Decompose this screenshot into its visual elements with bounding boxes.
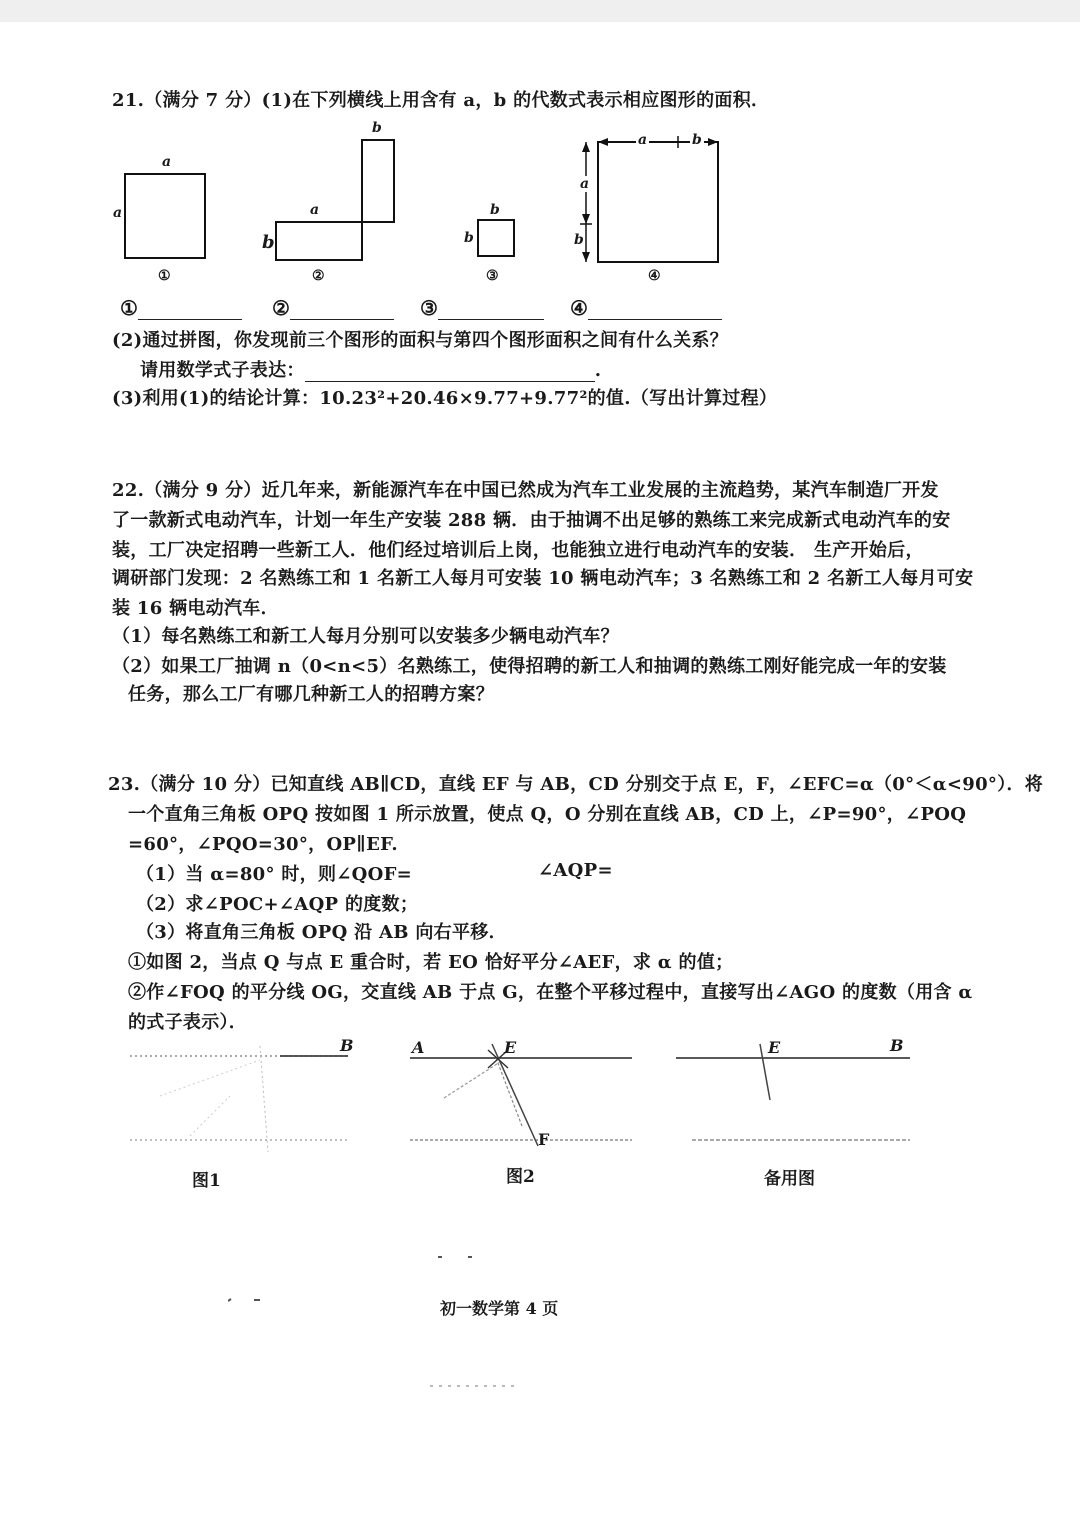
- answer-blank-4[interactable]: [588, 301, 722, 320]
- q21-answer-2: [272, 296, 394, 320]
- fig2-label-b-top: b: [372, 120, 382, 136]
- q23-part1-left: （1）当 α=80° 时，则∠QOF=: [136, 864, 413, 885]
- top-bar: [0, 0, 1080, 22]
- q21-part2: (2)通过拼图，你发现前三个图形的面积与第四个图形面积之间有什么关系？: [112, 330, 729, 351]
- fig2-label-a: a: [310, 202, 320, 218]
- fig1-label-top: a: [162, 154, 172, 170]
- fig4-label-a-left: a: [580, 176, 590, 192]
- q23-part3a: ①如图 2，当点 Q 与点 E 重合时，若 EO 恰好平分∠AEF，求 α 的值；: [128, 952, 734, 973]
- q21-answer-1: [120, 296, 242, 320]
- fig2-point-A: A: [412, 1038, 425, 1057]
- fig3-label-left: b: [464, 230, 474, 246]
- q23-figure-backup: [670, 1036, 918, 1156]
- q21-figure-4: [570, 128, 740, 298]
- q23-caption-backup: 备用图: [764, 1169, 815, 1189]
- q21-figure-2: [258, 118, 418, 298]
- fig4-number: ④: [648, 268, 661, 284]
- q23-line-1: 23.（满分 10 分）已知直线 AB∥CD，直线 EF 与 AB，CD 分别交于点 E，F，∠EFC=α（0°＜α<90°）．将: [108, 774, 1044, 795]
- scan-mark-2: [228, 1288, 268, 1294]
- q22-part1: （1）每名熟练工和新工人每月分别可以安装多少辆电动汽车？: [112, 626, 619, 647]
- q21-part2-end: .: [594, 360, 602, 381]
- q23-part1-right: ∠AQP=: [538, 860, 613, 881]
- fig2-point-E: E: [504, 1038, 517, 1057]
- fig3-number: ③: [486, 268, 499, 284]
- fig4-label-a-top: a: [638, 132, 648, 148]
- fig4-label-b-left: b: [574, 232, 584, 248]
- q21-title: 21.（满分 7 分）(1)在下列横线上用含有 a，b 的代数式表示相应图形的面积．: [112, 90, 770, 111]
- q23-figure-2: [404, 1036, 644, 1156]
- page-footer: 初一数学第 4 页: [440, 1299, 559, 1318]
- scan-mark-3: [430, 1374, 520, 1380]
- q23-part3b-line-1: ②作∠FOQ 的平分线 OG，交直线 AB 于点 G，在整个平移过程中，直接写出∠AGO 的度数（用含 α: [128, 982, 973, 1003]
- q22-part2-line-2: 任务，那么工厂有哪几种新工人的招聘方案？: [128, 684, 494, 705]
- fig1-number: ①: [158, 268, 171, 284]
- q21-part3: (3)利用(1)的结论计算：10.23²+20.46×9.77+9.77²的值.（写出计算过程）: [112, 388, 778, 409]
- answer-blank-3[interactable]: [438, 301, 544, 320]
- answer-mark-2: ②: [272, 296, 290, 320]
- q23-part3: （3）将直角三角板 OPQ 沿 AB 向右平移．: [136, 922, 507, 943]
- answer-mark-3: ③: [420, 296, 438, 320]
- q22-line-1: 22.（满分 9 分）近几年来，新能源汽车在中国已然成为汽车工业发展的主流趋势，某汽车制造厂开发: [112, 480, 939, 501]
- q23-part3b-line-2: 的式子表示）．: [128, 1012, 248, 1033]
- q21-figure-1: [112, 150, 222, 300]
- answer-blank-2[interactable]: [290, 301, 394, 320]
- q22-part2-line-1: （2）如果工厂抽调 n（0<n<5）名熟练工，使得招聘的新工人和抽调的熟练工刚好能完成一年的安装: [112, 656, 947, 677]
- q21-figure-3: [460, 200, 530, 300]
- answer-mark-4: ④: [570, 296, 588, 320]
- q21-part2-blank[interactable]: [305, 363, 595, 382]
- q23-caption-2: 图2: [506, 1167, 535, 1187]
- q23-part2: （2）求∠POC+∠AQP 的度数；: [136, 894, 419, 915]
- q22-line-4: 调研部门发现：2 名熟练工和 1 名新工人每月可安装 10 辆电动汽车；3 名熟练工和 2 名新工人每月可安: [112, 568, 974, 589]
- q23-line-3: =60°，∠PQO=30°，OP∥EF.: [128, 834, 398, 855]
- fig3-label-top: b: [490, 202, 500, 218]
- backup-point-B: B: [890, 1036, 904, 1055]
- q23-figure-1: [120, 1036, 360, 1156]
- q21-answer-3: [420, 296, 544, 320]
- backup-point-E: E: [768, 1038, 781, 1057]
- fig2-label-b-left: b: [262, 232, 275, 253]
- answer-blank-1[interactable]: [138, 301, 242, 320]
- q23-line-2: 一个直角三角板 OPQ 按如图 1 所示放置，使点 Q，O 分别在直线 AB，CD 上，∠P=90°，∠POQ: [128, 804, 967, 825]
- q22-line-2: 了一款新式电动汽车，计划一年生产安装 288 辆．由于抽调不出足够的熟练工来完成新式电动汽车的安: [112, 510, 951, 531]
- q22-line-5: 装 16 辆电动汽车．: [112, 598, 279, 619]
- answer-mark-1: ①: [120, 296, 138, 320]
- fig4-label-b-top: b: [692, 132, 702, 148]
- q22-line-3: 装，工厂决定招聘一些新工人．他们经过培训后上岗，也能独立进行电动汽车的安装． 生产开始后，: [112, 540, 924, 561]
- q21-part2-prompt-line: [140, 356, 601, 382]
- fig1-point-B: B: [340, 1036, 354, 1055]
- q23-caption-1: 图1: [192, 1171, 221, 1191]
- fig2-point-F: F: [538, 1130, 550, 1149]
- fig2-number: ②: [312, 268, 325, 284]
- q21-answer-4: [570, 296, 722, 320]
- q21-part2-prompt: 请用数学式子表达：: [140, 360, 305, 381]
- fig1-label-left: a: [113, 205, 123, 221]
- scan-mark: [438, 1244, 478, 1248]
